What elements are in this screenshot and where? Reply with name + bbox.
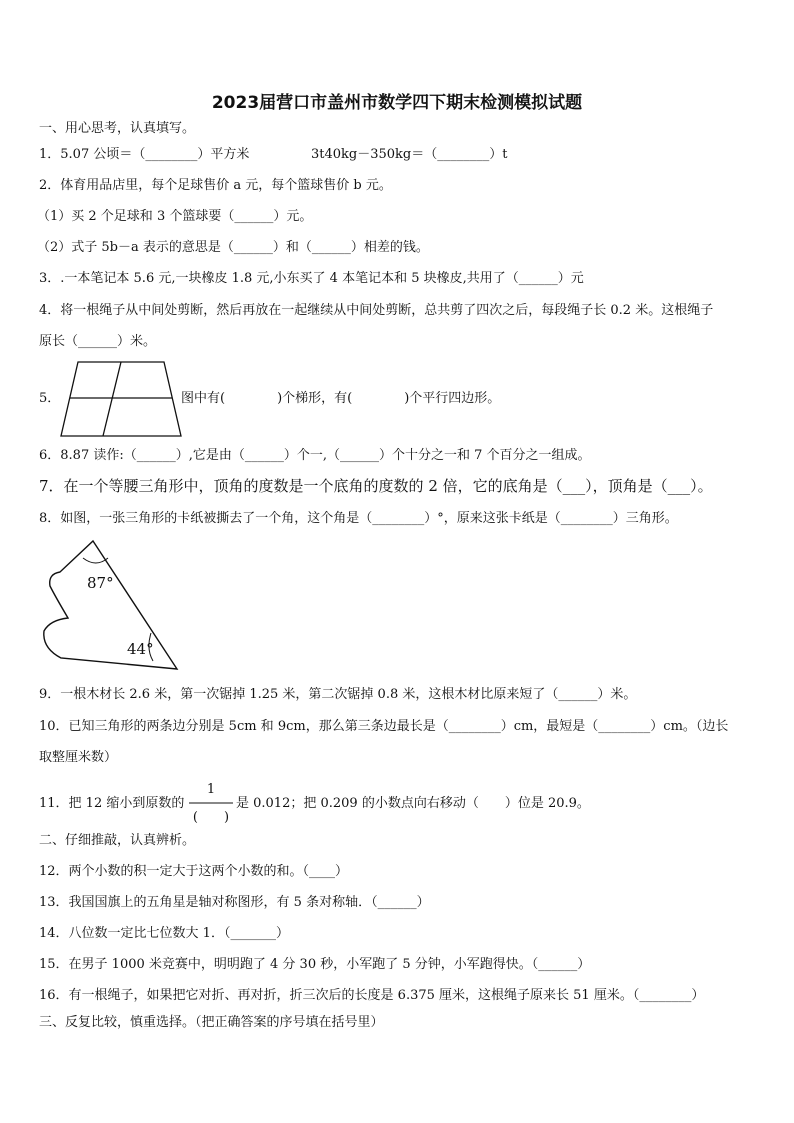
question-8: 8．如图，一张三角形的卡纸被撕去了一个角，这个角是（________）°，原来这张卡纸是（________）三角形。 [39,511,678,526]
question-16: 16．有一根绳子，如果把它对折、再对折，折三次后的长度是 6.375 厘米，这根绳子原来长 51 厘米。（________） [39,988,705,1003]
question-11-part-1: 11．把 12 缩小到原数的 [39,796,185,811]
angle-87-label: 87° [87,574,114,592]
question-12: 12．两个小数的积一定大于这两个小数的和。（____） [39,864,349,879]
question-3: 3．.一本笔记本 5.6 元,一块橡皮 1.8 元,小东买了 4 本笔记本和 5 块橡皮,共用了（______）元 [39,271,584,286]
question-14: 14．八位数一定比七位数大 1．（_______） [39,926,289,941]
question-2-part-1: （1）买 2 个足球和 3 个篮球要（______）元。 [37,209,313,224]
section-2-heading: 二、仔细推敲，认真辨析。 [39,833,196,848]
section-1-heading: 一、用心思考，认真填写。 [39,121,196,136]
question-13: 13．我国国旗上的五角星是轴对称图形，有 5 条对称轴．（______） [39,895,430,910]
question-2: 2．体育用品店里，每个足球售价 a 元，每个篮球售价 b 元。 [39,178,392,193]
angle-44-label: 44° [127,640,154,658]
question-6: 6．8.87 读作:（______）,它是由（______）个一,（______）个十分之一和 7 个百分之一组成。 [39,448,591,463]
section-3-heading: 三、反复比较，慎重选择。（把正确答案的序号填在括号里） [39,1015,384,1030]
question-1b: 3t40kg－350kg＝（________）t [311,147,508,162]
question-7: 7．在一个等腰三角形中，顶角的度数是一个底角的度数的 2 倍，它的底角是（___），顶角是（___）。 [39,477,713,495]
question-1a: 1．5.07 公顷＝（________）平方米 [39,147,250,162]
question-4-line-1: 4．将一根绳子从中间处剪断，然后再放在一起继续从中间处剪断，总共剪了四次之后，每段绳子长 0.2 米。这根绳子 [39,303,714,318]
question-10-line-1: 10．已知三角形的两条边分别是 5cm 和 9cm，那么第三条边最长是（________）cm，最短是（________）cm。（边长 [39,719,729,734]
question-9: 9．一根木材长 2.6 米，第一次锯掉 1.25 米，第二次锯掉 0.8 米，这根木材比原来短了（______）米。 [39,687,637,702]
question-11-part-2: 是 0.012；把 0.209 的小数点向右移动（ ）位是 20.9。 [236,796,590,811]
question-5-number: 5． [39,391,61,406]
question-15: 15．在男子 1000 米竞赛中，明明跑了 4 分 30 秒，小军跑了 5 分钟，小军跑得快。（______） [39,957,591,972]
question-4-line-2: 原长（______）米。 [39,334,157,349]
fraction-denominator: ( ) [192,810,230,825]
fraction-numerator: 1 [206,782,216,797]
question-10-line-2: 取整厘米数） [39,750,118,765]
torn-triangle-figure [40,538,185,674]
page-title: 2023届营口市盖州市数学四下期末检测模拟试题 [211,93,583,113]
trapezoid-figure [60,360,185,438]
question-5: 图中有( )个梯形，有( )个平行四边形。 [181,391,501,406]
fraction-bar [189,802,233,804]
question-2-part-2: （2）式子 5b－a 表示的意思是（______）和（______）相差的钱。 [37,240,429,255]
